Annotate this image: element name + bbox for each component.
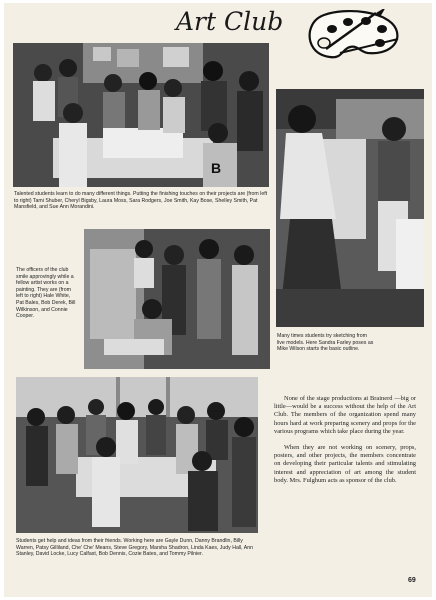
caption-photo-officers: The officers of the club smile approvingly while a fellow artist works on a painting. They are (from left to right) Hale White, Pat Bales, Bob Derek, Bill Wilkinson, and Connie Cooper.: [16, 267, 76, 320]
caption-photo-workshop: Talented students learn to do many different things. Putting the finishing touches on their projects are (from left to right) Tami Shuber, Cheryl Bigsby, Laura Moss, Sara Rodgers, Joe Smith, Kay Bose, Shelley Smith, Pat Mansfield, and Sue Ann Morandini.: [14, 191, 268, 211]
article-paragraph: When they are not working on scenery, props, posters, and other projects, the members concentrate on developing their particular talents and stimulating interest and appreciation of art among the student body. Mrs. Fulghum acts as sponsor of the club.: [274, 444, 416, 484]
caption-photo-group: Students get help and ideas from their friends. Working here are Gayle Dunn, Danny Brandlin, Billy Warren, Patsy Gilliland, Che' Che' Means, Steve Gregory, Marsha Shadron, Linda Kaes, Judy Hall, Ann Stanley, David Locke, Lucy Calfast, Bob Dennis, Cozie Bates, and Tommy Pilnier.: [16, 538, 253, 558]
photo-sketching-live-model: [276, 89, 424, 327]
art-palette-icon: [306, 9, 402, 61]
page-number: 69: [408, 577, 416, 584]
article-text: [274, 395, 416, 485]
photo-students-workshop: [13, 43, 269, 187]
svg-text:B: B: [211, 160, 222, 176]
caption-photo-sketching: Many times students try sketching from live models. Here Sandra Farley poses as Mike Wilson starts the basic outline.: [277, 333, 374, 353]
photo-club-officers: [84, 229, 270, 369]
page-title: Art Club: [176, 7, 284, 36]
yearbook-page: [4, 3, 432, 597]
article-paragraph: None of the stage productions at Brainerd —big or little—would be a success without the help of the Art Club. The members of the organization spend many hours hard at work preparing scenery and props for the various programs which take place during the year.: [274, 395, 416, 435]
photo-group-working: [16, 377, 258, 533]
